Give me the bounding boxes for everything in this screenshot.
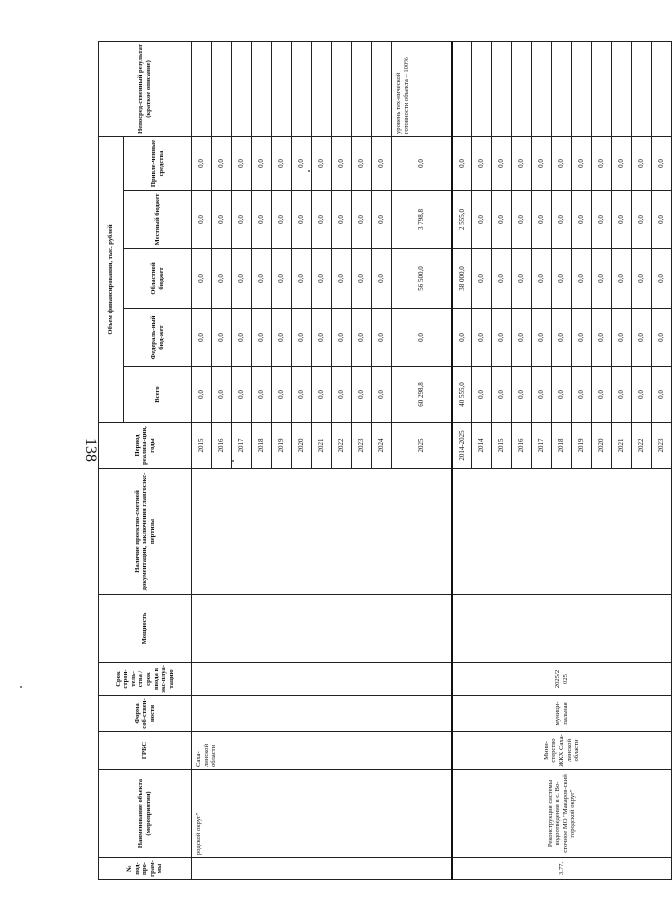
cell-attracted: 0,0 [212, 137, 232, 191]
cell-regional: 0,0 [592, 249, 612, 309]
cell-result [352, 42, 372, 137]
cell-year: 2018 [252, 423, 272, 469]
cell-federal: 0,0 [472, 309, 492, 367]
cell-result [632, 42, 652, 137]
cell-year: 2023 [352, 423, 372, 469]
cell-federal: 0,0 [652, 309, 672, 367]
header-num: № под-про-грам-мы [99, 858, 192, 880]
cell-total: 0,0 [272, 367, 292, 423]
cell-attracted: 0,0 [552, 137, 572, 191]
cell-result [272, 42, 292, 137]
cell-year: 2017 [232, 423, 252, 469]
cell-year: 2017 [532, 423, 552, 469]
cell-federal: 0,0 [552, 309, 572, 367]
cell-year: 2022 [332, 423, 352, 469]
cell-attracted: 0,0 [492, 137, 512, 191]
cell-local: 0,0 [472, 191, 492, 249]
table-row [452, 42, 472, 880]
cell-year: 2023 [652, 423, 672, 469]
cell-local: 0,0 [632, 191, 652, 249]
cell-year: 2025 [392, 423, 452, 469]
cell-regional: 56 500,0 [392, 249, 452, 309]
cell-federal: 0,0 [372, 309, 392, 367]
cell-federal: 0,0 [352, 309, 372, 367]
cell-result [492, 42, 512, 137]
cell-attracted: 0,0 [232, 137, 252, 191]
cell-result [592, 42, 612, 137]
cell-result: уровень тех-нической готовности объекта – 100% [392, 42, 452, 137]
cell-federal: 0,0 [232, 309, 252, 367]
b2-capacity [452, 595, 672, 663]
cell-total: 0,0 [352, 367, 372, 423]
cell-federal: 0,0 [492, 309, 512, 367]
cell-federal: 0,0 [392, 309, 452, 367]
cell-result [212, 42, 232, 137]
cell-year: 2020 [592, 423, 612, 469]
header-total: Всего [124, 367, 192, 423]
cell-total: 0,0 [612, 367, 632, 423]
cell-local: 0,0 [492, 191, 512, 249]
cell-federal: 0,0 [592, 309, 612, 367]
cell-federal: 0,0 [572, 309, 592, 367]
cell-result [312, 42, 332, 137]
cell-federal: 0,0 [612, 309, 632, 367]
cell-federal: 0,0 [632, 309, 652, 367]
header-result: Непосред-ственный результат (краткое описание) [99, 42, 192, 137]
cell-local: 0,0 [552, 191, 572, 249]
cell-regional: 0,0 [212, 249, 232, 309]
cell-result [372, 42, 392, 137]
cell-regional: 38 000,0 [452, 249, 472, 309]
table-body [192, 42, 672, 880]
page-number-text: 138 [82, 438, 99, 462]
b1-num [192, 858, 452, 880]
cell-attracted: 0,0 [272, 137, 292, 191]
cell-local: 3 798,8 [392, 191, 452, 249]
cell-year: 2019 [272, 423, 292, 469]
header-period: Период реализа-ции, годы [99, 423, 192, 469]
cell-total: 0,0 [532, 367, 552, 423]
header-financing: Объем финансирования, тыс. рублей [99, 137, 124, 423]
b2-grbs: Мини-стерство ЖКХ Саха-линской области [452, 732, 672, 770]
cell-local: 0,0 [232, 191, 252, 249]
header-docs: Наличие проектно-сметной документации, заключения главгосэкс-пертизы [99, 469, 192, 595]
cell-local: 2 555,0 [452, 191, 472, 249]
cell-year: 2014-2025 [452, 423, 472, 469]
cell-regional: 0,0 [632, 249, 652, 309]
cell-local: 0,0 [532, 191, 552, 249]
cell-year: 2024 [372, 423, 392, 469]
cell-federal: 0,0 [212, 309, 232, 367]
cell-year: 2018 [552, 423, 572, 469]
cell-federal: 0,0 [312, 309, 332, 367]
cell-regional: 0,0 [612, 249, 632, 309]
cell-regional: 0,0 [372, 249, 392, 309]
cell-regional: 0,0 [312, 249, 332, 309]
cell-attracted: 0,0 [312, 137, 332, 191]
cell-attracted: 0,0 [532, 137, 552, 191]
header-regional: Областной бюджет [124, 249, 192, 309]
cell-local: 0,0 [192, 191, 212, 249]
cell-result [512, 42, 532, 137]
cell-total: 0,0 [512, 367, 532, 423]
header-local: Местный бюджет [124, 191, 192, 249]
cell-attracted: 0,0 [192, 137, 212, 191]
cell-year: 2014 [472, 423, 492, 469]
cell-year: 2015 [492, 423, 512, 469]
b2-num: 3.77. [452, 858, 672, 880]
cell-federal: 0,0 [332, 309, 352, 367]
cell-federal: 0,0 [452, 309, 472, 367]
cell-regional: 0,0 [252, 249, 272, 309]
cell-attracted: 0,0 [292, 137, 312, 191]
b1-grbs: Саха-линской области [192, 732, 452, 770]
cell-regional: 0,0 [232, 249, 252, 309]
cell-result [472, 42, 492, 137]
header-ownership: Форма соб-ствен-ности [99, 696, 192, 732]
cell-total: 0,0 [472, 367, 492, 423]
cell-result [192, 42, 212, 137]
cell-local: 0,0 [592, 191, 612, 249]
b1-docs [192, 469, 452, 595]
cell-federal: 0,0 [272, 309, 292, 367]
header-term: Срок строи-тель-ства / срок ввода в экс-плуа-тацию [99, 663, 192, 696]
cell-year: 2021 [312, 423, 332, 469]
cell-regional: 0,0 [652, 249, 672, 309]
b1-name: родской округ" [192, 770, 452, 858]
page-number [80, 430, 100, 470]
cell-attracted: 0,0 [392, 137, 452, 191]
cell-total: 0,0 [632, 367, 652, 423]
cell-total: 40 555,0 [452, 367, 472, 423]
cell-regional: 0,0 [572, 249, 592, 309]
scan-speck [20, 686, 22, 688]
cell-local: 0,0 [572, 191, 592, 249]
b1-capacity [192, 595, 452, 663]
header-grbs: ГРБС [99, 732, 192, 770]
scan-speck [308, 170, 310, 172]
cell-local: 0,0 [332, 191, 352, 249]
header-capacity: Мощность [99, 595, 192, 663]
cell-regional: 0,0 [532, 249, 552, 309]
cell-attracted: 0,0 [352, 137, 372, 191]
cell-total: 0,0 [212, 367, 232, 423]
cell-total: 0,0 [232, 367, 252, 423]
cell-regional: 0,0 [192, 249, 212, 309]
cell-federal: 0,0 [252, 309, 272, 367]
cell-local: 0,0 [612, 191, 632, 249]
cell-year: 2021 [612, 423, 632, 469]
cell-attracted: 0,0 [332, 137, 352, 191]
scan-speck [232, 460, 234, 462]
cell-federal: 0,0 [192, 309, 212, 367]
cell-attracted: 0,0 [652, 137, 672, 191]
cell-result [532, 42, 552, 137]
cell-local: 0,0 [352, 191, 372, 249]
header-attracted: Привле-ченные средства [124, 137, 192, 191]
cell-year: 2020 [292, 423, 312, 469]
cell-total: 0,0 [252, 367, 272, 423]
cell-regional: 0,0 [472, 249, 492, 309]
cell-attracted: 0,0 [632, 137, 652, 191]
cell-attracted: 0,0 [472, 137, 492, 191]
cell-total: 0,0 [572, 367, 592, 423]
financing-table [98, 41, 672, 880]
b2-ownership: муници-пальная [452, 696, 672, 732]
b2-name: Реконструкция системы водоотведения в с. Во-сточное МО "Макаров-ский городской округ" [452, 770, 672, 858]
rotated-table-wrapper [98, 42, 666, 880]
b1-term [192, 663, 452, 696]
cell-regional: 0,0 [552, 249, 572, 309]
cell-year: 2019 [572, 423, 592, 469]
b2-docs [452, 469, 672, 595]
cell-regional: 0,0 [352, 249, 372, 309]
cell-result [652, 42, 672, 137]
cell-federal: 0,0 [512, 309, 532, 367]
cell-attracted: 0,0 [512, 137, 532, 191]
cell-year: 2022 [632, 423, 652, 469]
cell-result [332, 42, 352, 137]
cell-total: 0,0 [312, 367, 332, 423]
header-federal: Федераль-ный бюд-жет [124, 309, 192, 367]
cell-result [572, 42, 592, 137]
cell-local: 0,0 [272, 191, 292, 249]
cell-result [452, 42, 472, 137]
cell-attracted: 0,0 [252, 137, 272, 191]
cell-local: 0,0 [652, 191, 672, 249]
cell-year: 2016 [212, 423, 232, 469]
cell-total: 0,0 [192, 367, 212, 423]
header-name: Наименование объекта (мероприятия) [99, 770, 192, 858]
b1-ownership [192, 696, 452, 732]
cell-local: 0,0 [252, 191, 272, 249]
cell-local: 0,0 [312, 191, 332, 249]
cell-regional: 0,0 [332, 249, 352, 309]
cell-total: 0,0 [652, 367, 672, 423]
cell-attracted: 0,0 [592, 137, 612, 191]
cell-local: 0,0 [372, 191, 392, 249]
cell-total: 0,0 [332, 367, 352, 423]
cell-attracted: 0,0 [372, 137, 392, 191]
cell-total: 0,0 [552, 367, 572, 423]
cell-local: 0,0 [512, 191, 532, 249]
cell-result [252, 42, 272, 137]
cell-total: 0,0 [592, 367, 612, 423]
cell-result [552, 42, 572, 137]
header-row-1 [99, 42, 124, 880]
cell-result [612, 42, 632, 137]
cell-federal: 0,0 [532, 309, 552, 367]
cell-year: 2015 [192, 423, 212, 469]
cell-attracted: 0,0 [452, 137, 472, 191]
cell-federal: 0,0 [292, 309, 312, 367]
cell-regional: 0,0 [492, 249, 512, 309]
cell-attracted: 0,0 [612, 137, 632, 191]
cell-regional: 0,0 [272, 249, 292, 309]
b2-term: 2025/2 025 [452, 663, 672, 696]
cell-year: 2016 [512, 423, 532, 469]
cell-total: 60 298,8 [392, 367, 452, 423]
cell-regional: 0,0 [512, 249, 532, 309]
cell-total: 0,0 [292, 367, 312, 423]
cell-result [232, 42, 252, 137]
cell-local: 0,0 [212, 191, 232, 249]
cell-regional: 0,0 [292, 249, 312, 309]
cell-local: 0,0 [292, 191, 312, 249]
cell-total: 0,0 [492, 367, 512, 423]
cell-attracted: 0,0 [572, 137, 592, 191]
table-row [192, 42, 212, 880]
cell-total: 0,0 [372, 367, 392, 423]
cell-result [292, 42, 312, 137]
